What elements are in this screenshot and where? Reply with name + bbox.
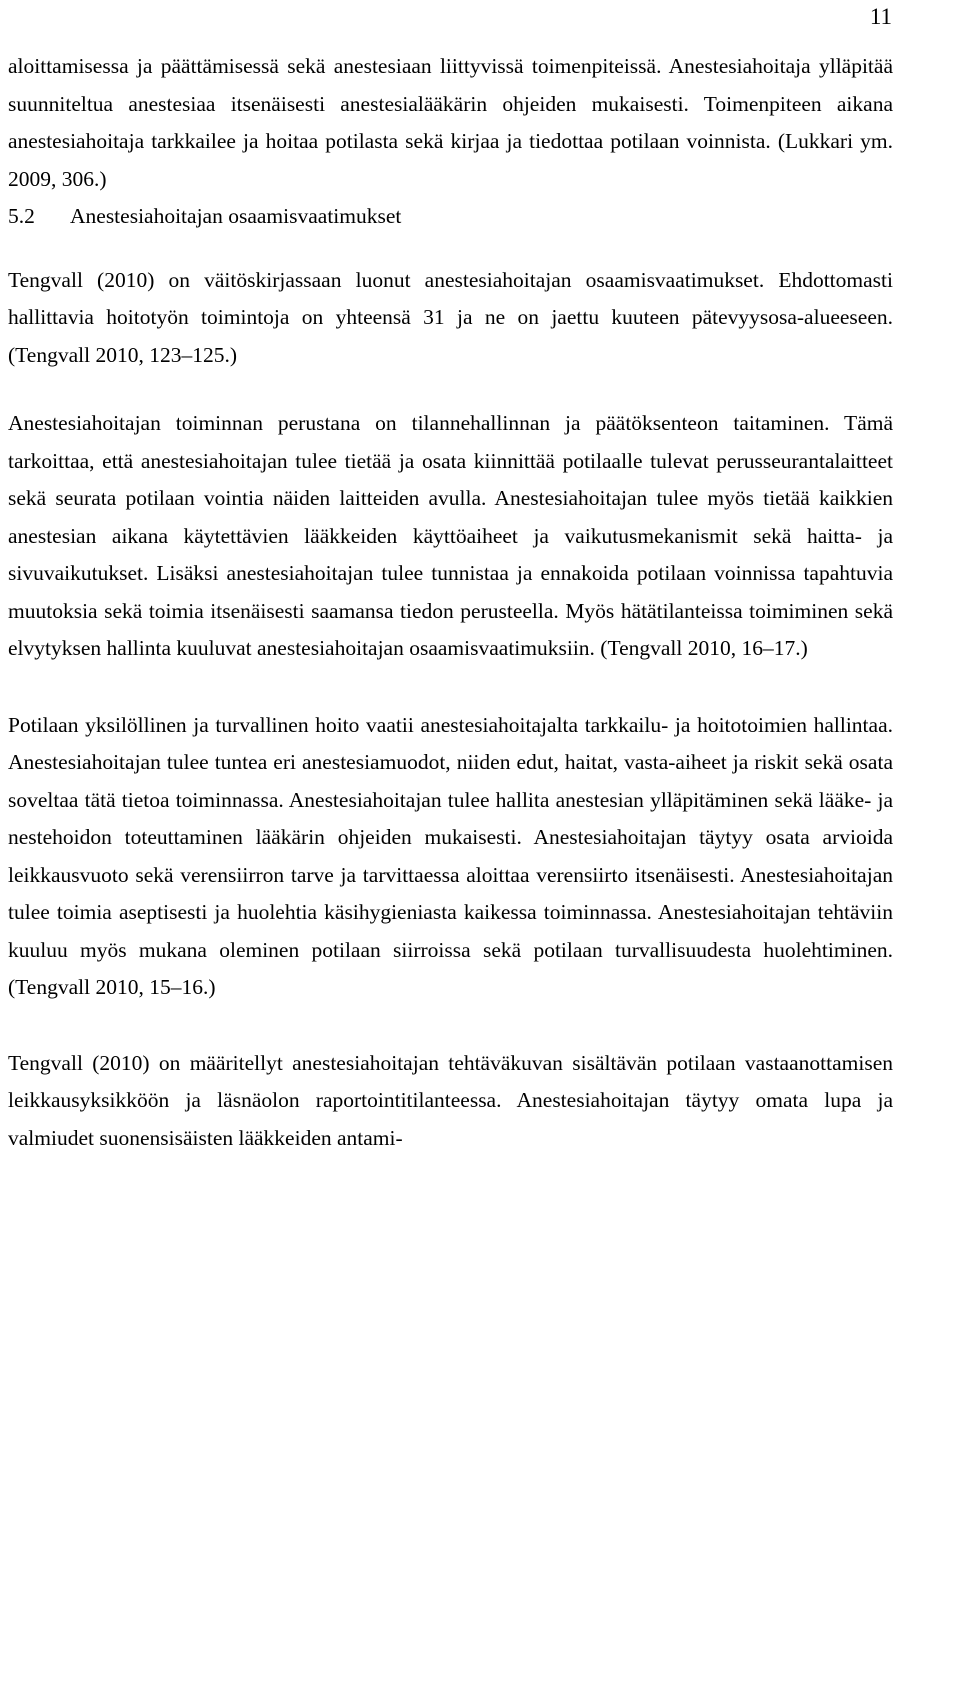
paragraph-3: Anestesiahoitajan toiminnan perustana on tilannehallinnan ja päätöksenteon taitaminen. Tämä tarkoittaa, että anestesiahoitajan tulee tietää ja osata kiinnittää potilaalle tulevat perusseurantalaitteet sekä seurata potilaan vointia näiden laitteiden avulla. Anestesiahoitajan tulee myös tietää kaikkien anestesian aikana käytettävien lääkkeiden käyttöaiheet ja vaikutusmekanismit sekä haitta- ja sivuvaikutukset. Lisäksi anestesiahoitajan tulee tunnistaa ja ennakoida potilaan voinnissa tapahtuvia muutoksia sekä toimia itsenäisesti saamansa tiedon perusteella. Myös hätätilanteissa toimiminen sekä elvytyksen hallinta kuuluvat anestesiahoitajan osaamisvaatimuksiin. (Tengvall 2010, 16–17.): [8, 411, 893, 660]
paragraph-5: Tengvall (2010) on määritellyt anestesiahoitajan tehtäväkuvan sisältävän potilaan vastaanottamisen leikkausyksikköön ja läsnäolon raportointitilanteessa. Anestesiahoitajan täytyy omata lupa ja valmiudet suonensisäisten lääkkeiden antami-: [8, 1050, 893, 1150]
paragraph-4: Potilaan yksilöllinen ja turvallinen hoito vaatii anestesiahoitajalta tarkkailu- ja hoitotoimien hallintaa. Anestesiahoitajan tulee tuntea eri anestesiamuodot, niiden edut, haitat, vasta-aiheet ja riskit sekä osata soveltaa tätä tietoa toiminnassa. Anestesiahoitajan tulee hallita anestesian ylläpitäminen sekä lääke- ja nestehoidon toteuttaminen lääkärin ohjeiden mukaisesti. Anestesiahoitajan täytyy osata arvioida leikkausvuoto sekä verensiirron tarve ja tarvittaessa aloittaa verensiirto itsenäisesti. Anestesiahoitajan tulee toimia aseptisesti ja huolehtia käsihygieniasta kaikessa toiminnassa. Anestesiahoitajan tehtäviin kuuluu myös mukana oleminen potilaan siirroissa sekä potilaan turvallisuudesta huolehtiminen. (Tengvall 2010, 15–16.): [8, 712, 893, 999]
page-number: 11: [869, 4, 892, 29]
section-heading: [8, 198, 893, 236]
section-title: Anestesiahoitajan osaamisvaatimukset: [70, 204, 402, 228]
paragraph-2: Tengvall (2010) on väitöskirjassaan luonut anestesiahoitajan osaamisvaatimukset. Ehdottomasti hallittavia hoitotyön toimintoja on yhteensä 31 ja ne on jaettu kuuteen pätevyysosa-alueeseen. (Tengvall 2010, 123–125.): [8, 267, 893, 367]
paragraph-1: aloittamisessa ja päättämisessä sekä anestesiaan liittyvissä toimenpiteissä. Anestesiahoitaja ylläpitää suunniteltua anestesiaa itsenäisesti anestesialääkärin ohjeiden mukaisesti. Toimenpiteen aikana anestesiahoitaja tarkkailee ja hoitaa potilasta sekä kirjaa ja tiedottaa potilaan voinnista. (Lukkari ym. 2009, 306.): [8, 54, 893, 191]
section-number: 5.2: [8, 204, 35, 228]
document-body: [8, 48, 893, 1157]
